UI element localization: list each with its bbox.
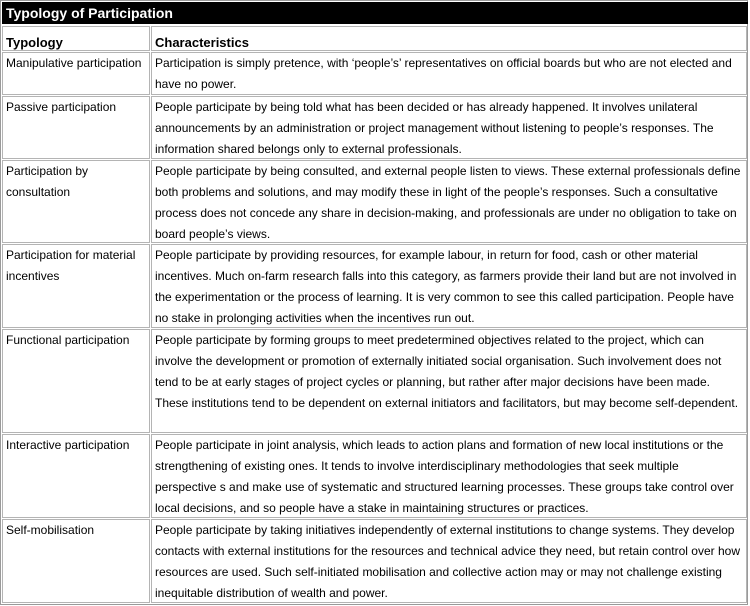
row-characteristics: People participate in joint analysis, which leads to action plans and formation of new local institutions or the strengthening of existing ones. It tends to involve interdisciplinary methodologies that seek multiple perspective s and make use of systematic and structured learning processes. These groups take control over local decisions, and so people have a stake in maintaining structures or practices. xyxy=(151,434,747,518)
table-title: Typology of Participation xyxy=(2,2,748,24)
row-characteristics: People participate by being told what has been decided or has already happened. It involves unilateral announcements by an administration or project management without listening to people’s responses. The information shared belongs only to external professionals. xyxy=(151,96,747,159)
row-typology: Participation by consultation xyxy=(2,160,150,243)
row-characteristics: People participate by taking initiatives independently of external institutions to change systems. They develop contacts with external institutions for the resources and technical advice they need, but retain control over how resources are used. Such self-initiated mobilisation and collective action may or may not challenge existing inequitable distribution of wealth and power. xyxy=(151,519,747,603)
row-characteristics: People participate by forming groups to meet predetermined objectives related to the project, which can involve the development or promotion of externally initiated social organisation. Such involvement does not tend to be at early stages of project cycles or planning, but rather after major decisions have been made. These institutions tend to be dependent on external initiators and facilitators, but may become self-dependent. xyxy=(151,329,747,433)
row-typology: Interactive participation xyxy=(2,434,150,518)
row-characteristics: People participate by providing resources, for example labour, in return for food, cash or other material incentives. Much on-farm research falls into this category, as farmers provide their land but are not involved in the experimentation or the process of learning. It is very common to see this called participation. People have no stake in prolonging activities when the incentives run out. xyxy=(151,244,747,328)
row-characteristics: People participate by being consulted, and external people listen to views. These external professionals define both problems and solutions, and may modify these in light of the people’s responses. Such a consultative process does not concede any share in decision-making, and professionals are under no obligation to take on board people’s views. xyxy=(151,160,747,243)
header-typology: Typology xyxy=(2,26,150,51)
row-typology: Passive participation xyxy=(2,96,150,159)
header-characteristics: Characteristics xyxy=(151,26,747,51)
row-typology: Self-mobilisation xyxy=(2,519,150,603)
row-typology: Participation for material incentives xyxy=(2,244,150,328)
row-typology: Functional participation xyxy=(2,329,150,433)
row-characteristics: Participation is simply pretence, with ‘people’s’ representatives on official boards but who are not elected and have no power. xyxy=(151,52,747,95)
row-typology: Manipulative participation xyxy=(2,52,150,95)
